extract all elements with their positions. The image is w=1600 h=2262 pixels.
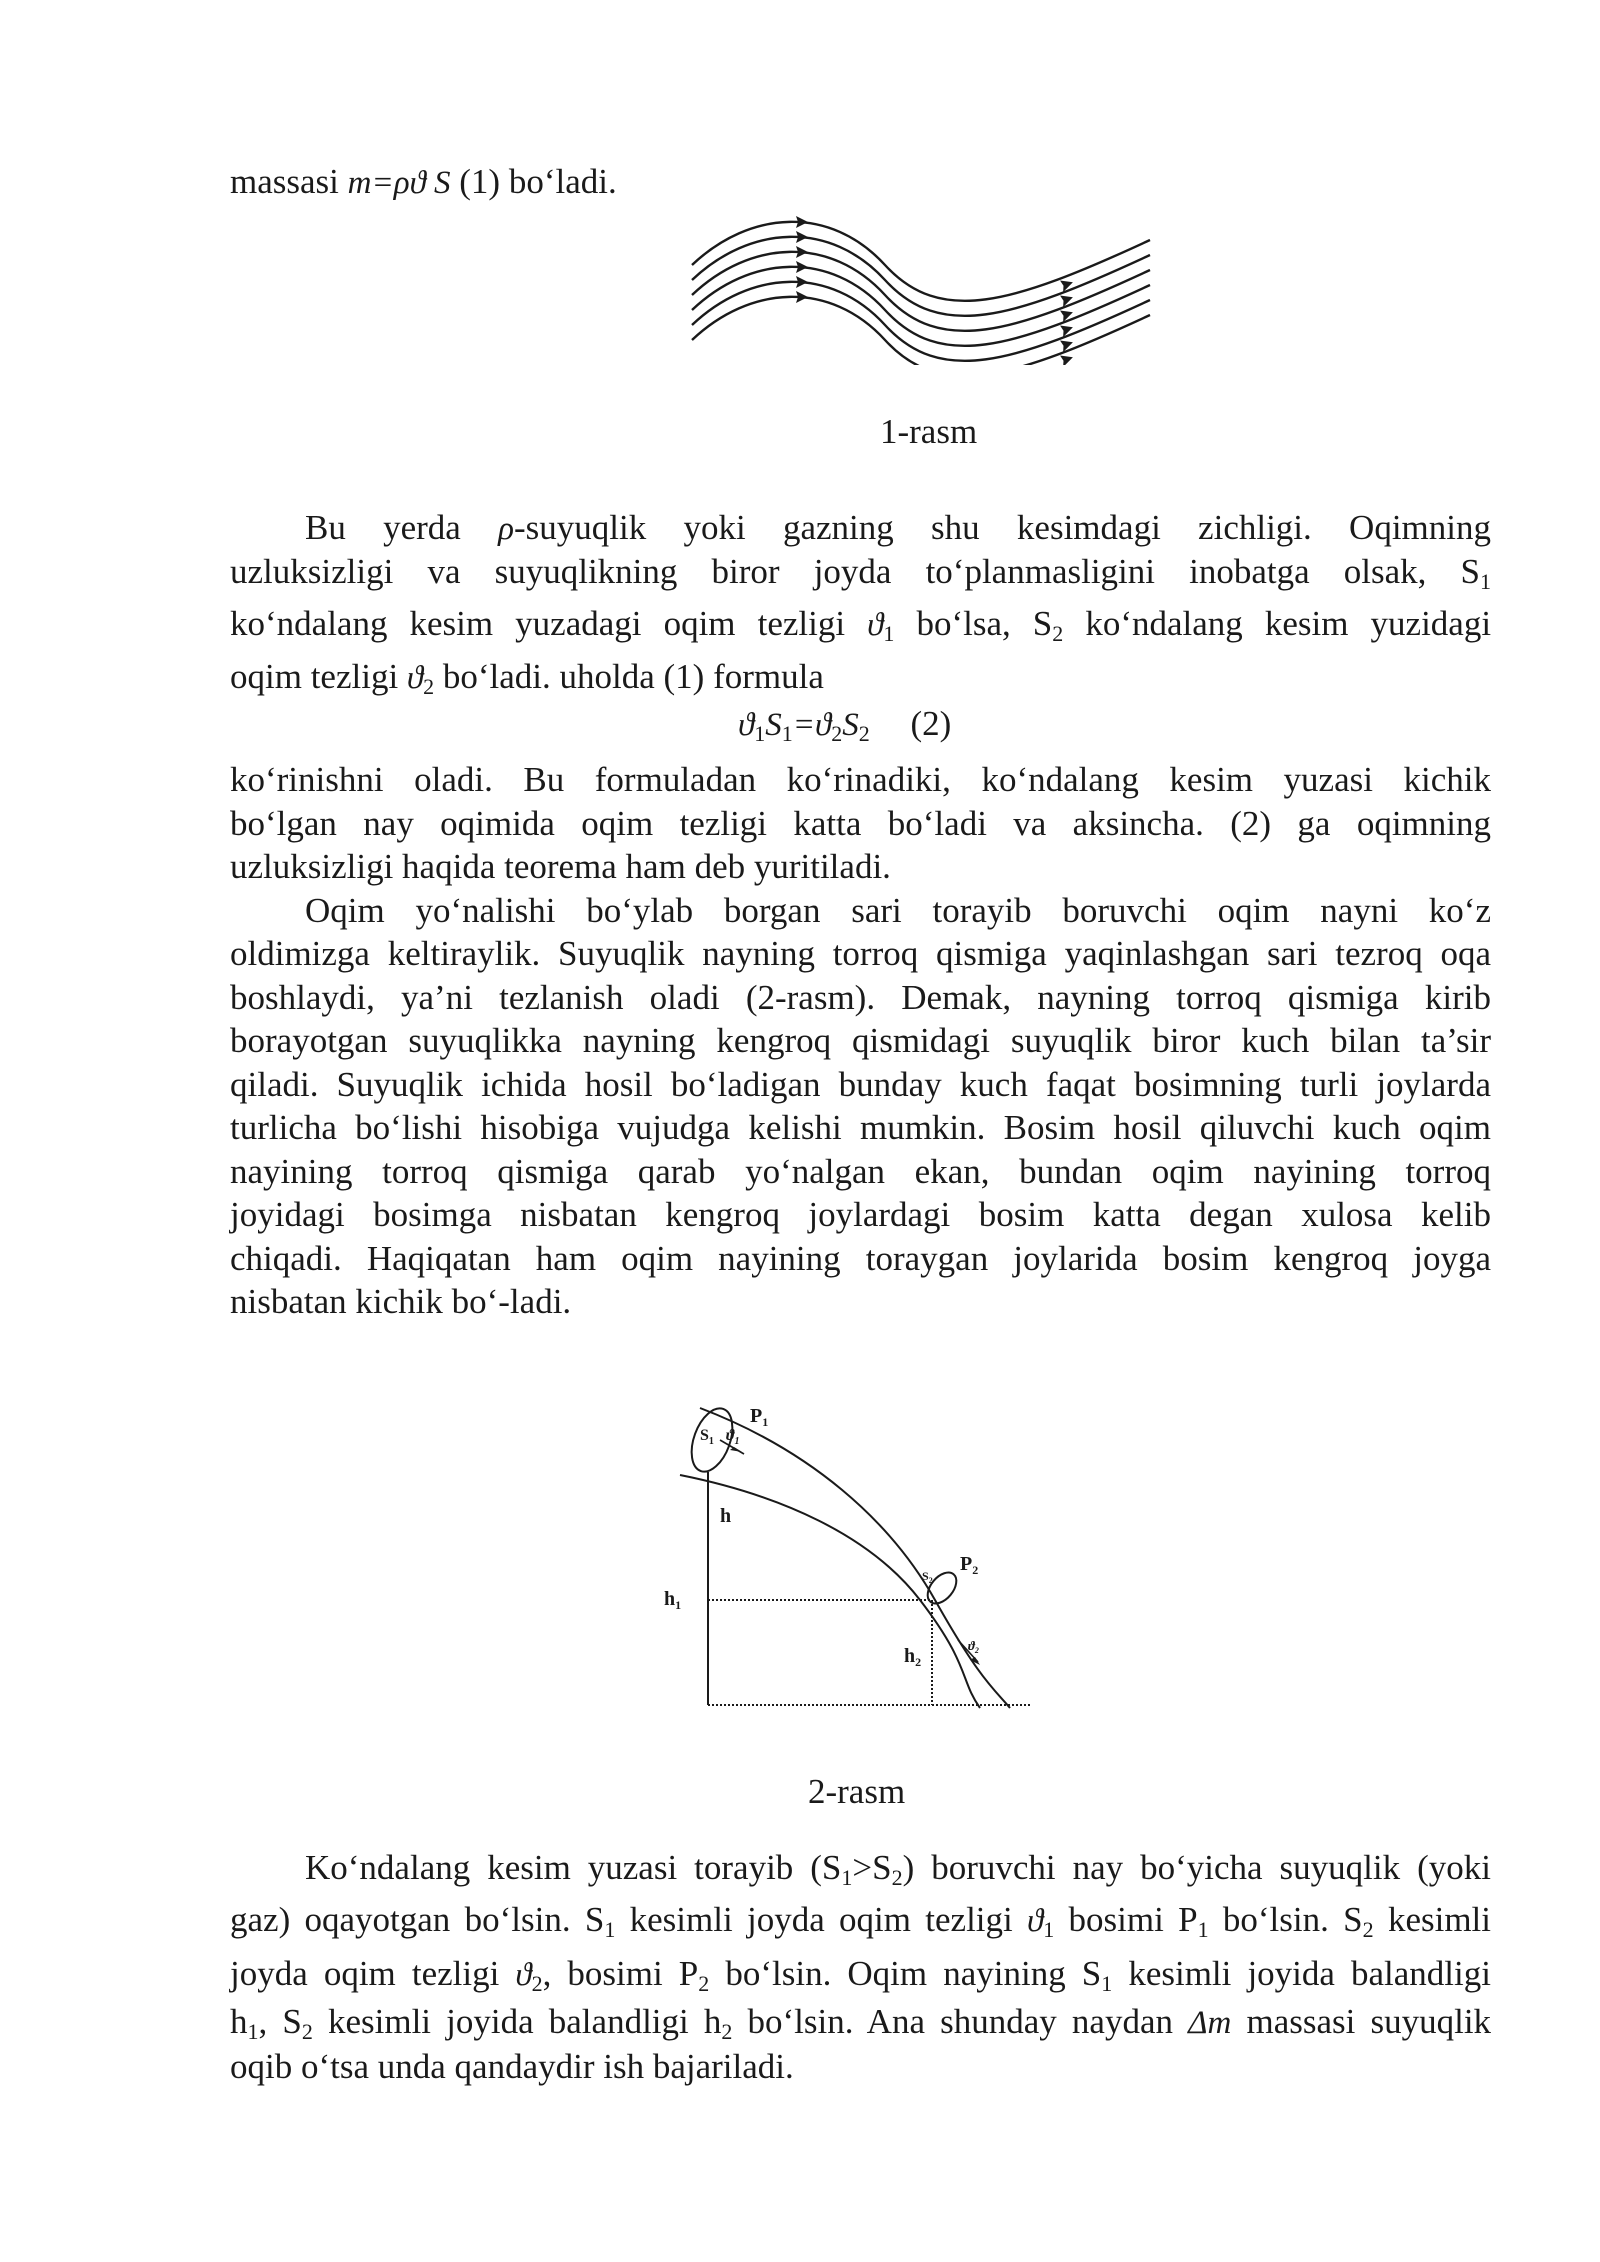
symbol-theta: ϑ [867, 607, 884, 643]
equation-number: (2) [910, 704, 952, 743]
text: massasi [230, 162, 339, 201]
label-h: h [720, 1505, 732, 1527]
symbol-s: S [765, 707, 782, 743]
para2-line: ko‘rinishni oladi. Bu formuladan ko‘rinadiki, ko‘ndalang kesim yuzasi kichik [230, 760, 1491, 799]
para3-line: Oqim yo‘nalishi bo‘ylab borgan sari torayib boruvchi oqim nayni ko‘z [305, 891, 1491, 930]
symbol-theta: ϑ [1027, 1903, 1044, 1939]
subscript: 2 [1362, 1917, 1374, 1942]
subscript: 2 [301, 2019, 313, 2044]
text: kesimli [1387, 1900, 1491, 1939]
text: uzluksizligi va suyuqlikning biror joyda to‘planmasligini inobatga olsak, S [230, 552, 1480, 591]
subscript: 1 [247, 2019, 259, 2044]
text: , bosimi P [542, 1954, 699, 1993]
para4-line1 [305, 1846, 1491, 1890]
para3-line: turlicha bo‘lishi hisobiga vujudga kelishi mumkin. Bosim hosil qiluvchi kuch oqim [230, 1108, 1491, 1147]
para3-line: nisbatan kichik bo‘-ladi. [230, 1282, 572, 1321]
figure-2-caption: 2-rasm [808, 1772, 906, 1811]
formula-2 [738, 702, 951, 747]
label-v1: $ϑ_1$ [726, 1427, 740, 1447]
subscript: 2 [531, 1971, 543, 1996]
subscript: 1 [1101, 1971, 1113, 1996]
text: >S [852, 1848, 892, 1887]
text: oqim tezligi [230, 657, 399, 696]
symbol-theta: ϑ [515, 1957, 532, 1993]
text: kesimli joyida balandligi h [327, 2002, 722, 2041]
para1-line2 [230, 550, 1491, 594]
text: (1) bo‘ladi. [459, 162, 617, 201]
subscript: 2 [721, 2019, 733, 2044]
para3-line: borayotgan suyuqlikka nayning kengroq qismidagi suyuqlik biror kuch bilan ta’sir [230, 1021, 1491, 1060]
text: bo‘lsin. Ana shunday naydan [747, 2002, 1173, 2041]
arrow-icon [1060, 352, 1075, 365]
label-h2: $h_2$ [904, 1645, 922, 1669]
label-h1: $h_1$ [664, 1588, 682, 1612]
label-s2: $S_2$ [922, 1569, 933, 1585]
text: gaz) oqayotgan bo‘lsin. S [230, 1900, 605, 1939]
text: bo‘lsa, S [916, 604, 1053, 643]
figure-1-streamlines [680, 205, 1160, 365]
para3-line: nayining torroq qismiga qarab yo‘nalgan ekan, bundan oqim nayining torroq [230, 1152, 1491, 1191]
subscript: 1 [1197, 1917, 1209, 1942]
figure-2-tube [660, 1400, 1060, 1710]
text: bo‘lsin. S [1222, 1900, 1363, 1939]
text: oqib o‘tsa unda qandaydir ish bajariladi. [230, 2047, 794, 2086]
para3-line: joyidagi bosimga nisbatan kengroq joylardagi bosim katta degan xulosa kelib [230, 1195, 1491, 1234]
text: bosimi P [1068, 1900, 1198, 1939]
text: ko‘ndalang kesim yuzidagi [1085, 604, 1492, 643]
figure-1-caption: 1-rasm [880, 412, 978, 451]
subscript: 1 [781, 721, 793, 746]
subscript: 2 [858, 721, 870, 746]
subscript: 1 [1043, 1917, 1055, 1942]
streamline [692, 222, 1150, 301]
text: -suyuqlik yoki gazning shu kesimdagi zichligi. Oqimning [513, 508, 1491, 547]
para1-line1 [305, 506, 1491, 551]
para1-line4 [230, 655, 824, 700]
text: joyda oqim tezligi [230, 1954, 500, 1993]
para4-line2 [230, 1898, 1491, 1943]
text: Bu yerda [305, 508, 461, 547]
formula-1-line [230, 160, 617, 205]
label-v2: $ϑ_2$ [968, 1638, 979, 1655]
text: kesimli joyida balandligi [1128, 1954, 1491, 1993]
equals: = [792, 707, 815, 743]
para3-line: chiqadi. Haqiqatan ham oqim nayining toraygan joylarida bosim kengroq joyga [230, 1239, 1491, 1278]
text: Ko‘ndalang kesim yuzasi torayib (S [305, 1848, 842, 1887]
para3-line: qiladi. Suyuqlik ichida hosil bo‘ladigan bunday kuch faqat bosimning turli joylarda [230, 1065, 1491, 1104]
subscript: 1 [1480, 569, 1491, 594]
para3-line: oldimizga keltiraylik. Suyuqlik nayning torroq qismiga yaqinlashgan sari tezroq oqa [230, 934, 1491, 973]
symbol-theta: ϑ [738, 707, 755, 743]
para3-line: boshlaydi, ya’ni tezlanish oladi (2-rasm). Demak, nayning torroq qismiga kirib [230, 978, 1491, 1017]
text: ko‘ndalang kesim yuzadagi oqim tezligi [230, 604, 846, 643]
text: h [230, 2002, 248, 2041]
text: ) boruvchi nay bo‘yicha suyuqlik (yoki [902, 1848, 1491, 1887]
text: bo‘lsin. Oqim nayining S [725, 1954, 1102, 1993]
subscript: 2 [891, 1865, 903, 1890]
para4-line3 [230, 1952, 1491, 1997]
formula-mass: m=ρϑ S [347, 165, 451, 201]
text: massasi suyuqlik [1246, 2002, 1492, 2041]
text: bo‘ladi. uholda (1) formula [442, 657, 824, 696]
para2-line: uzluksizligi haqida teorema ham deb yuritiladi. [230, 847, 891, 886]
label-p1: $P_1$ [750, 1405, 769, 1429]
subscript: 2 [423, 674, 435, 699]
subscript: 1 [754, 721, 766, 746]
subscript: 2 [1052, 621, 1064, 646]
para1-line3 [230, 602, 1491, 647]
symbol-rho: ρ [498, 511, 514, 547]
streamline [692, 237, 1150, 316]
para2-line: bo‘lgan nay oqimida oqim tezligi katta bo‘ladi va aksincha. (2) ga oqimning [230, 804, 1491, 843]
subscript: 2 [698, 1971, 710, 1996]
subscript: 1 [883, 621, 895, 646]
subscript: 2 [831, 721, 843, 746]
para4-line5 [230, 2045, 794, 2089]
text: , S [258, 2002, 302, 2041]
symbol-s: S [842, 707, 859, 743]
para4-line4 [230, 2000, 1491, 2045]
text: kesimli joyda oqim tezligi [629, 1900, 1013, 1939]
label-p2: $P_2$ [960, 1553, 979, 1577]
symbol-delta-m: Δm [1188, 2005, 1232, 2041]
label-s1: $S_1$ [700, 1427, 714, 1447]
subscript: 1 [604, 1917, 616, 1942]
subscript: 1 [841, 1865, 853, 1890]
symbol-theta: ϑ [406, 660, 424, 696]
symbol-theta: ϑ [814, 707, 832, 743]
